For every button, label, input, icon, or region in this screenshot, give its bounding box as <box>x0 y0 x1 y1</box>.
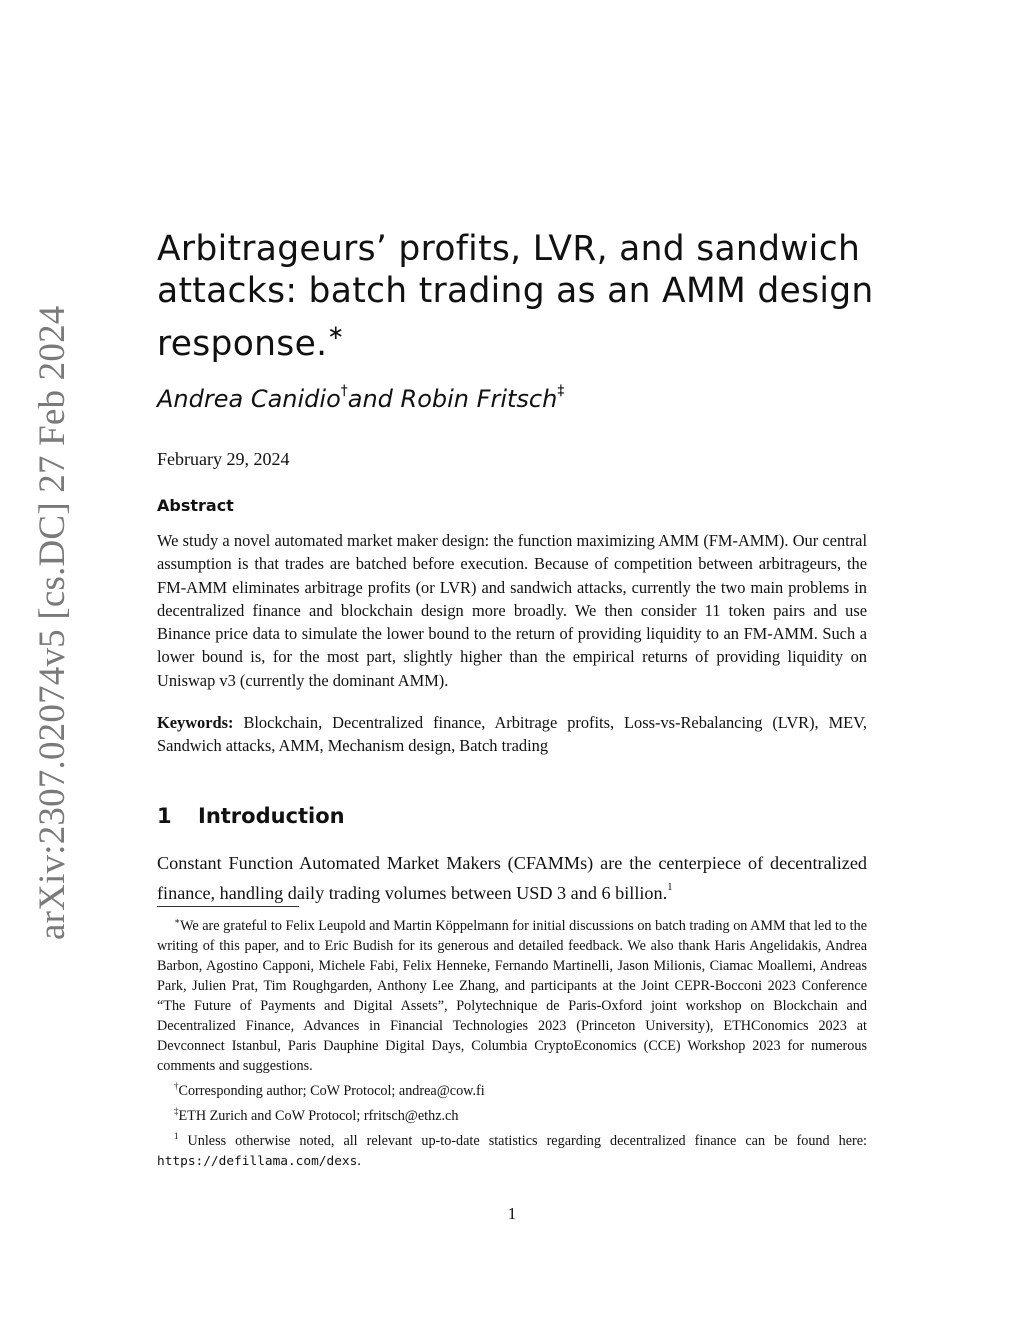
section-heading-introduction <box>157 804 345 828</box>
paper-title <box>157 229 877 366</box>
defillama-link[interactable]: https://defillama.com/dexs <box>157 1154 358 1169</box>
abstract-heading: Abstract <box>157 496 234 515</box>
footnote-text: We are grateful to Felix Leupold and Martin Köppelmann for initial discussions on batch trading on AMM that led to the writing of this paper, and to Eric Budish for its generous and detailed feedback. We also thank Haris Angelidakis, Andrea Barbon, Agostino Capponi, Michele Fabi, Felix Henneke, Fernando Martinelli, Jason Milionis, Ciamac Moallemi, Andreas Park, Julien Prat, Tim Roughgarden, Anthony Lee Zhang, and participants at the Joint CEPR-Bocconi 2023 Conference “The Future of Payments and Digital Assets”, Polytechnique de Paris-Oxford joint workshop on Blockchain and Decentralized Finance, Advances in Financial Technologies 2023 (Princeton University), ETHConomics 2023 at Devconnect Istanbul, Paris Dauphine Digital Days, Columbia CryptoEconomics (CCE) Workshop 2023 for numerous comments and suggestions. <box>157 918 867 1074</box>
arxiv-identifier-stamp: arXiv:2307.02074v5 [cs.DC] 27 Feb 2024 <box>32 305 73 940</box>
footnote-end-punctuation: . <box>357 1153 361 1169</box>
keywords-label: Keywords: <box>157 713 234 732</box>
author-mark-2: ‡ <box>557 383 565 399</box>
footnote-divider <box>157 906 299 907</box>
author-connector: and <box>347 385 401 413</box>
footnote-text: Unless otherwise noted, all relevant up-to-date statistics regarding decentralized finance can be found here: <box>178 1133 867 1149</box>
footnotes-block <box>157 911 867 1172</box>
publication-date: February 29, 2024 <box>157 449 290 469</box>
author-name-2: Robin Fritsch <box>400 385 558 413</box>
footnote-corresponding-author <box>157 1076 867 1101</box>
section-number: 1 <box>157 804 172 828</box>
author-mark-1: † <box>340 383 348 399</box>
author-name-1: Andrea Canidio <box>157 385 341 413</box>
page-number: 1 <box>507 1204 517 1223</box>
footnote-mark: 1 <box>174 1131 179 1141</box>
footnote-statistics-source <box>157 1126 867 1172</box>
author-line <box>157 383 564 413</box>
footnote-second-author <box>157 1101 867 1126</box>
section-title: Introduction <box>198 804 345 828</box>
paper-title-text: Arbitrageurs’ profits, LVR, and sandwich attacks: batch trading as an AMM design response. <box>157 229 874 364</box>
keywords-paragraph <box>157 711 867 758</box>
introduction-text: Constant Function Automated Market Makers (CFAMMs) are the centerpiece of decentralized finance, handling daily trading volumes between USD 3 and 6 billion. <box>157 853 867 903</box>
footnote-mark: † <box>174 1081 179 1091</box>
title-footnote-mark: ∗ <box>327 320 345 344</box>
abstract-text: We study a novel automated market maker design: the function maximizing AMM (FM-AMM). Our central assumption is that trades are batched before execution. Because of competition between arbitrageurs, the FM-AMM eliminates arbitrage profits (or LVR) and sandwich attacks, currently the two main problems in decentralized finance and blockchain design more broadly. We then consider 11 token pairs and use Binance price data to simulate the lower bound to the return of providing liquidity to an FM-AMM. Such a lower bound is, for the most part, slightly higher than the empirical returns of providing liquidity on Uniswap v3 (currently the dominant AMM). <box>157 531 867 690</box>
footnote-text: ETH Zurich and CoW Protocol; rfritsch@ethz.ch <box>178 1108 459 1124</box>
footnote-text: Corresponding author; CoW Protocol; andrea@cow.fi <box>178 1083 485 1099</box>
introduction-footnote-mark: 1 <box>667 881 673 893</box>
introduction-paragraph <box>157 851 867 905</box>
footnote-acknowledgements <box>157 911 867 1076</box>
footnote-mark: ∗ <box>174 916 181 926</box>
footnote-mark: ‡ <box>174 1106 179 1116</box>
keywords-list: Blockchain, Decentralized finance, Arbitrage profits, Loss-vs-Rebalancing (LVR), MEV, Sandwich attacks, AMM, Mechanism design, Batch trading <box>157 713 867 756</box>
